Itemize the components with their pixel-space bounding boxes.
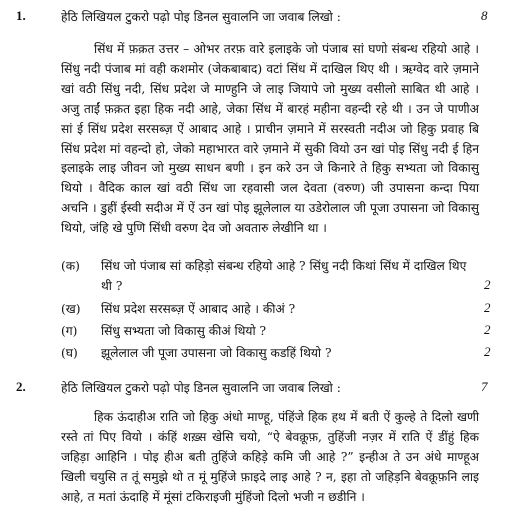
sub-question-marks: 2 <box>484 277 491 292</box>
sub-question-marks: 2 <box>484 344 491 359</box>
sub-question-label: (घ) <box>61 346 78 360</box>
question-1-number: 1. <box>16 8 26 23</box>
sub-question-text: सिंध जो पंजाब सां कहिड़ो संबन्ध रहियो आहे ? सिंधु नदी किथां सिंध में दाखिल थिए थी ? <box>101 259 467 293</box>
sub-question-label: (ग) <box>61 324 78 338</box>
sub-question-text: सिंध प्रदेश सरसब्ज़ ऐं आबाद आहे । कीअं ? <box>101 302 296 316</box>
sub-question-marks: 2 <box>484 322 491 337</box>
question-1-passage: सिंध में फ़क़त उत्तर – ओभर तरफ़ वारे इलाइके जो पंजाब सां घणो संबन्ध रहियो आहे । सिंधु नदी पंजाब मां वही कशमोर (जेकबाबाद) वटां सिंध में दाखिल थिए थी । ऋग्वेद वारे ज़माने खां वठी सिंधु नदी, सिंध प्रदेश जे माण्हुनि जे लाइ जियापे जो मुख्य वसीलो साबित थी आहे । अजु ताईं फ़क़त इहा हिक नदी आहे, जेका सिंध में बारहं महीना वहन्दी रहे थी । उन जे पाणीअ सां ई सिंध प्रदेश सरसब्ज़ ऐं आबाद आहे । प्राचीन ज़माने में सरस्वती नदीअ जो हिकु प्रवाह बि सिंध प्रदेश मां वहन्दो हो, जेको महाभारत वारे ज़माने में सुकी वियो उन खां पोइ सिंधु नदी ई हिन इलाइके लाइ जीवन जो मुख्य साधन बणी । इन करे उन जे किनारे ते हिकु सभ्यता जो विकासु थियो । वैदिक काल खां वठी सिंध जा रहवासी जल देवता (वरुण) जी उपासना कन्दा पिया अचनि । डुहीं ईस्वी सदीअ में ऐं उन खां पोइ झूलेलाल या उडेरोलाल जी पूजा उपासना जो विकासु थियो, जंहि खे पुणि सिंधी वरुण देव जो अवतारु लेखीनि था । <box>61 42 479 236</box>
question-2-marks: 7 <box>481 379 488 394</box>
sub-question-text: झूलेलाल जी पूजा उपासना जो विकासु कडहिं थियो ? <box>101 346 332 360</box>
question-2-number: 2. <box>16 379 26 394</box>
sub-question-marks: 2 <box>484 300 491 315</box>
question-2-passage: हिक ऊंदाहीअ राति जो हिकु अंधो माण्हू, पंहिंजे हिक हथ में बती ऐं कुल्हे ते दिलो खणी रस्ते तां पिए वियो । कंहिं शख़्स खेसि चयो, “ऐ बेवक़ूफ़, तुहिंजी नज़र में राति ऐं डींहुं हिक जहिड़ा आहिनि । पोइ हीअ बती तुहिंजे कहिड़े कमि जी आहे ?” इन्हीअ ते उन अंधे माण्हूअ खिली चयुसि त तूं समुझे थो त मूं मुहिंजे फ़ाइदे लाइ आहे ? न, इहा तो जहिड़नि बेवक़ूफ़नि लाइ आहे, त मतां ऊंदाहि में मूंसां टकिराइजी मुंहिंजो दिलो भजी न छडीनि । <box>61 410 479 504</box>
question-2-instruction: हेठि लिखियल टुकरो पढ़ो पोइ डिनल सुवालनि जा जवाब लिखो : <box>61 381 341 395</box>
sub-question-text: सिंधु सभ्यता जो विकासु कीअं थियो ? <box>101 324 267 338</box>
question-1-marks: 8 <box>481 8 488 23</box>
sub-question-label: (क) <box>61 259 80 273</box>
sub-question-label: (ख) <box>61 302 81 316</box>
question-1-instruction: हेठि लिखियल टुकरो पढ़ो पोइ डिनल सुवालनि जा जवाब लिखो : <box>61 10 341 24</box>
